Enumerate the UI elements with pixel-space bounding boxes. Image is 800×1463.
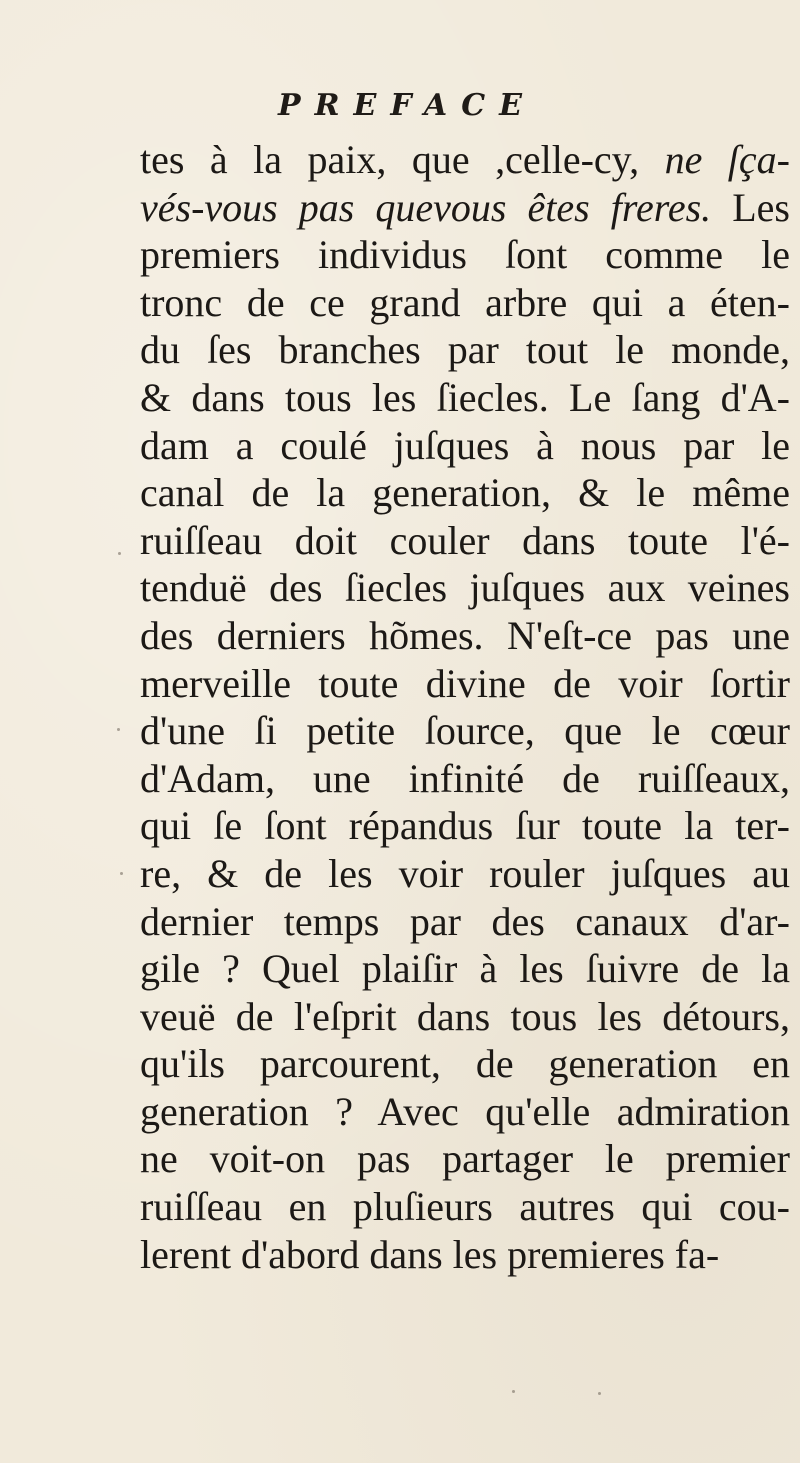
text-segment: & dans tous les ſiecles. Le ſang d'A-: [140, 374, 790, 420]
text-segment: premiers individus ſont comme le: [140, 232, 790, 278]
paper-speck: [120, 872, 123, 875]
text-line: [140, 1135, 790, 1183]
text-line: [140, 326, 790, 374]
italic-segment: ne ſça-: [664, 137, 790, 182]
text-line: [140, 993, 790, 1041]
text-line: [140, 279, 790, 327]
text-line: [140, 422, 790, 470]
text-segment: qui ſe ſont répandus ſur toute la ter-: [140, 803, 790, 849]
text-line: [140, 517, 790, 565]
text-line: [140, 1183, 790, 1231]
text-line: [140, 612, 790, 660]
text-segment: Les: [711, 184, 790, 230]
text-line: [140, 374, 790, 422]
text-line: [140, 755, 790, 803]
text-segment: tes à la paix, que ,celle-cy,: [140, 137, 665, 182]
text-segment: ruiſſeau en pluſieurs autres qui cou-: [140, 1184, 790, 1230]
text-line: [140, 1040, 790, 1088]
text-segment: dam a coulé juſques à nous par le: [140, 422, 790, 468]
text-segment: tenduë des ſiecles juſques aux veines: [140, 565, 790, 611]
text-segment: ruiſſeau doit couler dans toute l'é-: [140, 517, 790, 563]
text-line: [140, 850, 790, 898]
text-segment: des derniers hõmes. N'eſt-ce pas une: [140, 612, 790, 658]
text-segment: tronc de ce grand arbre qui a éten-: [140, 279, 790, 325]
text-line: [140, 660, 790, 708]
body-text: [140, 136, 790, 1278]
text-line: [140, 136, 790, 184]
text-segment: dernier temps par des canaux d'ar-: [140, 898, 790, 944]
text-line: [140, 802, 790, 850]
italic-segment: vés-vous pas quevous êtes freres.: [140, 184, 712, 230]
text-segment: canal de la generation, & le même: [140, 470, 790, 516]
paper-speck: [117, 728, 120, 731]
text-line: [140, 898, 790, 946]
text-segment: lerent d'abord dans les premieres fa-: [140, 1231, 720, 1277]
text-segment: d'une ſi petite ſource, que le cœur: [140, 708, 790, 754]
text-segment: gile ? Quel plaiſir à les ſuivre de la: [140, 946, 790, 992]
paper-speck: [118, 552, 121, 555]
text-line: [140, 1231, 790, 1279]
text-segment: merveille toute divine de voir ſortir: [140, 660, 790, 706]
paper-speck: [598, 1392, 601, 1395]
paper-speck: [512, 1390, 515, 1393]
text-segment: du ſes branches par tout le monde,: [140, 327, 790, 373]
text-segment: ne voit-on pas partager le premier: [140, 1136, 790, 1182]
text-line: [140, 469, 790, 517]
text-line: [140, 231, 790, 279]
text-line: [140, 945, 790, 993]
text-line: [140, 564, 790, 612]
text-segment: qu'ils parcourent, de generation en: [140, 1041, 790, 1087]
running-head: PREFACE: [278, 88, 536, 123]
text-segment: generation ? Avec qu'elle admiration: [140, 1088, 790, 1134]
text-line: [140, 707, 790, 755]
text-segment: veuë de l'eſprit dans tous les détours,: [140, 993, 790, 1039]
text-segment: re, & de les voir rouler juſques au: [140, 850, 790, 896]
text-segment: d'Adam, une infinité de ruiſſeaux,: [140, 755, 790, 801]
text-line: [140, 184, 790, 232]
text-line: [140, 1088, 790, 1136]
